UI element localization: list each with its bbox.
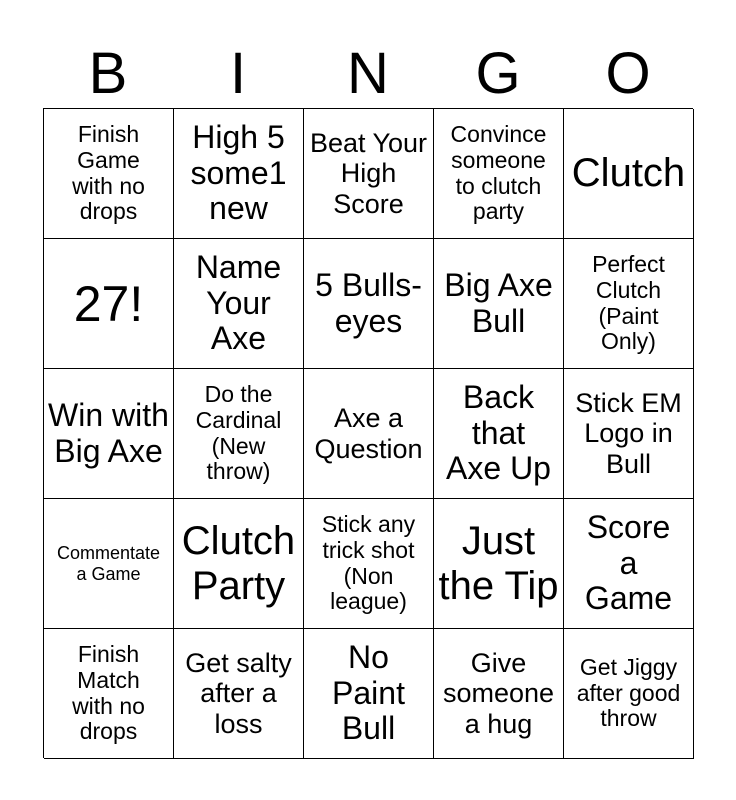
- header-letter-b: B: [88, 41, 128, 106]
- bingo-cell[interactable]: [564, 629, 694, 759]
- bingo-cell-text: Win with Big Axe: [48, 396, 169, 469]
- bingo-cell[interactable]: [564, 239, 694, 369]
- bingo-cell[interactable]: [44, 239, 174, 369]
- bingo-cell[interactable]: [44, 499, 174, 629]
- bingo-cell[interactable]: [564, 369, 694, 499]
- bingo-cell-text: No Paint Bull: [332, 638, 405, 747]
- bingo-cell[interactable]: [434, 629, 564, 759]
- bingo-cell-text: 27!: [73, 275, 144, 332]
- bingo-cell-text: Back that Axe Up: [446, 378, 551, 487]
- bingo-cell-text: 5 Bulls- eyes: [315, 266, 422, 339]
- header-letter-i: I: [229, 41, 247, 106]
- bingo-cell-text: Beat Your High Score: [309, 128, 428, 219]
- bingo-cell-text: Stick EM Logo in Bull: [575, 388, 682, 479]
- bingo-cell-text: Do the Cardinal (New throw): [195, 381, 282, 485]
- bingo-cell[interactable]: [174, 109, 304, 239]
- bingo-cell[interactable]: [434, 369, 564, 499]
- bingo-cell-text: Finish Game with no drops: [72, 121, 145, 225]
- bingo-cell-text: High 5 some1 new: [190, 118, 287, 227]
- bingo-cell-text: Clutch: [571, 151, 686, 196]
- bingo-cell[interactable]: [434, 109, 564, 239]
- bingo-cell-text: Axe a Question: [314, 403, 423, 464]
- bingo-cell[interactable]: [44, 629, 174, 759]
- bingo-cell[interactable]: [304, 369, 434, 499]
- bingo-cell-text: Score a Game: [584, 508, 673, 617]
- bingo-cell-text: Clutch Party: [181, 518, 296, 608]
- bingo-card-grid: [43, 108, 693, 758]
- bingo-cell[interactable]: [434, 239, 564, 369]
- bingo-cell-text: Stick any trick shot (Non league): [321, 511, 416, 615]
- bingo-cell-text: Give someone a hug: [442, 648, 555, 739]
- bingo-cell[interactable]: [304, 239, 434, 369]
- bingo-cell-text: Big Axe Bull: [444, 266, 553, 339]
- bingo-cell[interactable]: [304, 629, 434, 759]
- bingo-cell[interactable]: [434, 499, 564, 629]
- bingo-cell-text: Get Jiggy after good throw: [576, 653, 681, 732]
- bingo-cell[interactable]: [174, 629, 304, 759]
- bingo-cell[interactable]: [44, 109, 174, 239]
- bingo-cell-text: Commentate a Game: [56, 543, 161, 584]
- bingo-cell[interactable]: [174, 239, 304, 369]
- header-letter-g: G: [475, 41, 521, 106]
- bingo-cell-text: Perfect Clutch (Paint Only): [592, 251, 665, 355]
- bingo-cell-text: Get salty after a loss: [185, 648, 292, 739]
- bingo-cell[interactable]: [174, 499, 304, 629]
- bingo-cell[interactable]: [304, 499, 434, 629]
- bingo-cell-text: Name Your Axe: [195, 248, 282, 357]
- header-letter-n: N: [347, 41, 389, 106]
- bingo-cell-text: Just the Tip: [438, 518, 559, 608]
- bingo-cell[interactable]: [564, 109, 694, 239]
- bingo-cell[interactable]: [44, 369, 174, 499]
- bingo-cell-text: Finish Match with no drops: [72, 641, 145, 745]
- bingo-cell[interactable]: [304, 109, 434, 239]
- bingo-cell[interactable]: [564, 499, 694, 629]
- header-letter-o: O: [605, 41, 651, 106]
- bingo-cell[interactable]: [174, 369, 304, 499]
- bingo-header: [43, 42, 693, 106]
- bingo-cell-text: Convince someone to clutch party: [450, 121, 547, 225]
